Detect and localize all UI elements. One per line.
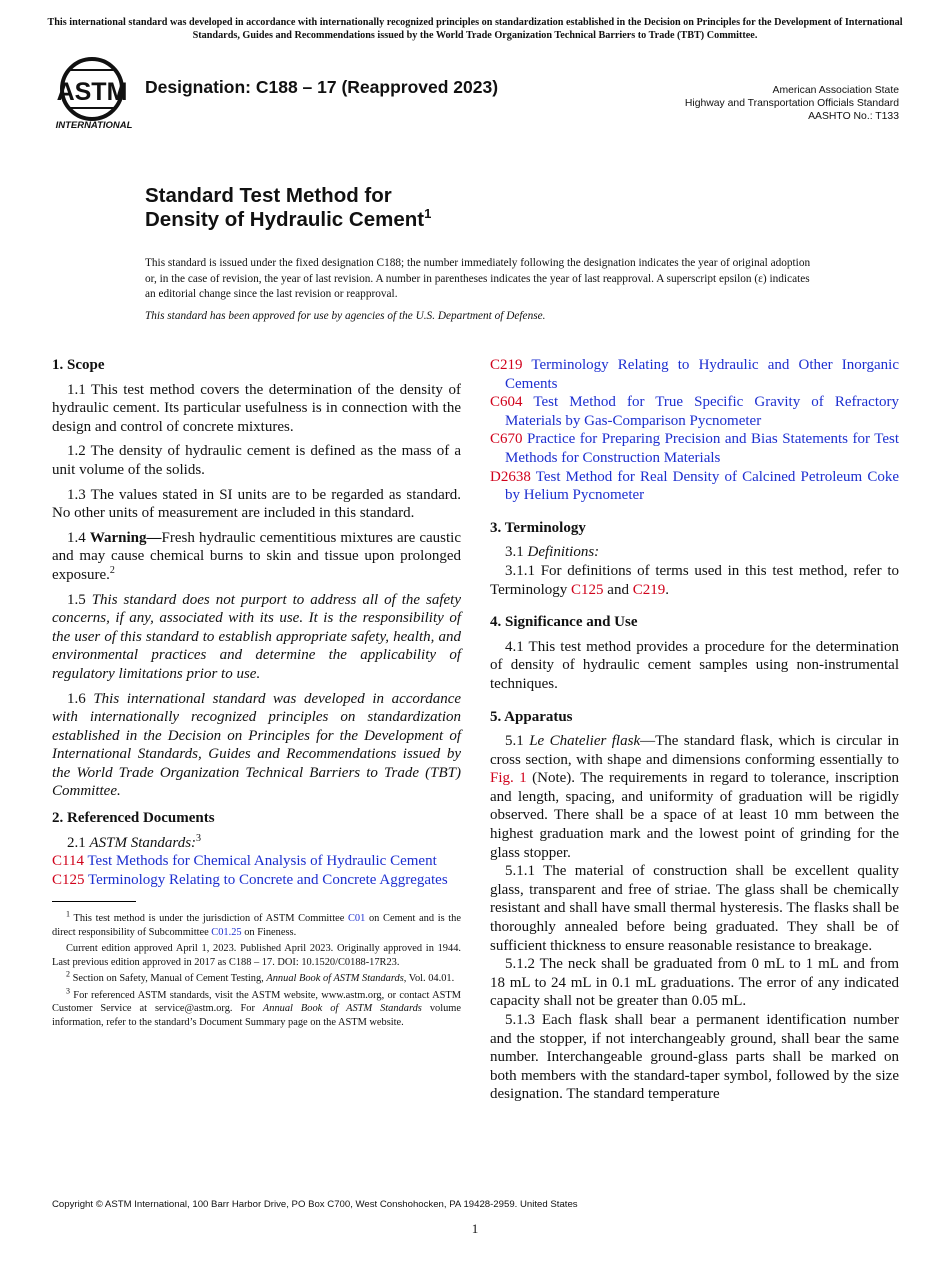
paragraph: 5.1 Le Chatelier flask—The standard flask, which is circular in cross section, with shape and dimensions conforming essentially to Fig. 1 (Note). The requirements in regard to tolerance, inscription and length, spacing, and uniformity of graduation will be rigidly observed. There shall be a space of at least 10 mm between the highest graduation mark and the lowest point of grinding for the glass stopper. [490,733,899,861]
tbt-notice: This international standard was developed in accordance with internationally recognized principles on standardization established in the Decision on Principles for the Development of International Standards, Guides and Recommendations issued by the World Trade Organization Technical Barriers to Trade (TBT) Committee. [47,17,903,41]
aashto-line: Highway and Transportation Officials Standard [684,98,899,109]
paragraph: 5.1.2 The neck shall be graduated from 0 mL to 1 mL and from 18 mL to 24 mL in 0.1 mL graduations. The error of any indicated capacity shall not be greater than 0.05 mL. [490,956,899,1010]
footnote-3: $^3$ For referenced ASTM standards, visit the ASTM website, www.astm.org, or contact ASTM Customer Service at service@astm.org. For Annual Book of ASTM Standards volume information, refer to the standard’s Document Summary page on the ASTM website. [52,986,461,1028]
paragraph: 3.1.1 For definitions of terms used in this test method, refer to Terminology C125 and C219. [490,562,899,598]
aashto-line: American Association State [772,85,899,96]
ref-title-link[interactable]: Terminology Relating to Hydraulic and Other Inorganic Cements [505,357,899,392]
logo-subtext: INTERNATIONAL [55,120,133,131]
logo-text: ASTM [56,78,128,106]
reference-item[interactable] [490,468,899,505]
paragraph: 5.1.1 The material of construction shall be excellent quality glass, transparent and free of striae. The glass shall be chemically resistant and shall have small thermal hysteresis. The flasks shall be thoroughly annealed before being graduated. They shall be of sufficient thickness to ensure reasonable resistance to breakage. [490,863,899,954]
aashto-block [685,84,899,123]
section-heading-scope: 1. Scope [52,357,105,373]
paragraph: 1.2 The density of hydraulic cement is defined as the mass of a unit volume of the solids. [52,443,461,478]
title-line: Density of Hydraulic Cement$^1$ [145,206,432,231]
reference-item[interactable] [490,356,899,393]
paragraph: 1.3 The values stated in SI units are to be regarded as standard. No other units of measurement are included in this standard. [52,486,461,522]
section-heading-apparatus: 5. Apparatus [490,708,573,725]
ref-code-link[interactable]: C604 [490,394,523,411]
paragraph: 2.1 ASTM Standards:$^3$ [67,832,202,851]
footnote-1: $^1$ This test method is under the jurisdiction of ASTM Committee C01 on Cement and is the direct responsibility of Subcommittee C01.25 on Fineness. [52,909,461,938]
ref-code-link[interactable]: C670 [490,431,523,448]
paragraph: 1.6 This international standard was developed in accordance with internationally recognized principles on standardization established in the Decision on Principles for the Development of International Standards, Guides and Recommendations issued by the World Trade Organization Technical Barriers to Trade (TBT) Committee. [52,690,462,800]
aashto-line: AASHTO No.: T133 [808,111,899,122]
astm-logo-icon [54,56,134,132]
paragraph: 1.5 This standard does not purport to address all of the safety concerns, if any, associated with its use. It is the responsibility of the user of this standard to establish appropriate safety, health, and environmental practices and determine the applicability of regulatory limitations prior to use. [52,591,462,682]
footnote-2: $^2$ Section on Safety, Manual of Cement Testing, Annual Book of ASTM Standards, Vol. 04.01. [66,969,455,985]
right-column [490,356,899,1104]
ref-title-link[interactable]: Test Method for True Specific Gravity of Refractory Materials by Gas-Comparison Pycnometer [505,394,899,429]
ref-title-link[interactable]: Practice for Preparing Precision and Bias Statements for Test Methods for Construction Materials [505,431,899,466]
committee-link[interactable]: C01 [347,913,366,925]
paragraph: 3.1 Definitions: [505,544,600,561]
reference-item[interactable] [490,430,899,467]
ref-code-link[interactable]: D2638 [490,468,531,485]
footnote-separator [52,901,136,902]
section-heading-terminology: 3. Terminology [490,519,586,536]
ref-title-link[interactable]: Terminology Relating to Concrete and Concrete Aggregates [88,871,448,888]
dod-approval: This standard has been approved for use by agencies of the U.S. Department of Defense. [145,310,546,322]
page-number: 1 [471,1221,479,1236]
paragraph: 4.1 This test method provides a procedure for the determination of density of hydraulic cement samples using non-instrumental techniques. [490,638,899,692]
title-footnote-mark: 1 [424,206,432,221]
paragraph-warning: 1.4 Warning—Fresh hydraulic cementitious mixtures are caustic and may cause chemical burns to skin and tissue upon prolonged exposure.$^2$ [52,529,462,583]
paragraph: 5.1.3 Each flask shall bear a permanent identification number and the stopper, if not interchangeably ground, shall bear the same number. Interchangeable ground-glass parts shall be marked on both members with the standard-taper symbol, followed by the size designation. The standard temperature [490,1012,899,1103]
c125-link[interactable]: C125 [571,581,604,598]
ref-code-link[interactable]: C219 [490,357,523,373]
ref-title-link[interactable]: Test Methods for Chemical Analysis of Hydraulic Cement [87,853,437,870]
footnote-edition: Current edition approved April 1, 2023. Published April 2023. Originally approved in 1944. Last previous edition approved in 2017 as C188 – 17. DOI: 10.1520/C0188-17R23. [52,943,461,968]
left-column [52,356,461,1032]
reference-item[interactable] [52,852,461,871]
subcommittee-link[interactable]: C01.25 [211,926,242,938]
section-heading-referenced: 2. Referenced Documents [52,810,215,827]
reference-item[interactable] [52,871,461,890]
astm-logo [54,56,134,132]
fig1-link[interactable]: Fig. 1 [490,770,527,787]
copyright: Copyright © ASTM International, 100 Barr Harbor Drive, PO Box C700, West Conshohocken, PA 19428-2959. United States [52,1199,578,1210]
page-title [145,184,431,232]
reference-item[interactable] [490,393,899,430]
ref-code-link[interactable]: C114 [52,853,84,870]
title-line: Standard Test Method for [145,184,392,207]
c219-link[interactable]: C219 [632,581,666,598]
ref-title-link[interactable]: Test Method for Real Density of Calcined Petroleum Coke by Helium Pycnometer [505,468,899,504]
intro-paragraph: This standard is issued under the fixed designation C188; the number immediately following the designation indicates the year of original adoption or, in the case of revision, the year of last revision. A number in parentheses indicates the year of last reapproval. A superscript epsilon (ε) indicates an editorial change since the last revision or reapproval. [145,257,811,300]
section-heading-significance: 4. Significance and Use [490,614,638,631]
paragraph: 1.1 This test method covers the determination of the density of hydraulic cement. Its particular usefulness is in connection with the design and control of concrete mixtures. [52,381,461,435]
designation: Designation: C188 – 17 (Reapproved 2023) [145,77,499,97]
ref-code-link[interactable]: C125 [52,871,85,888]
